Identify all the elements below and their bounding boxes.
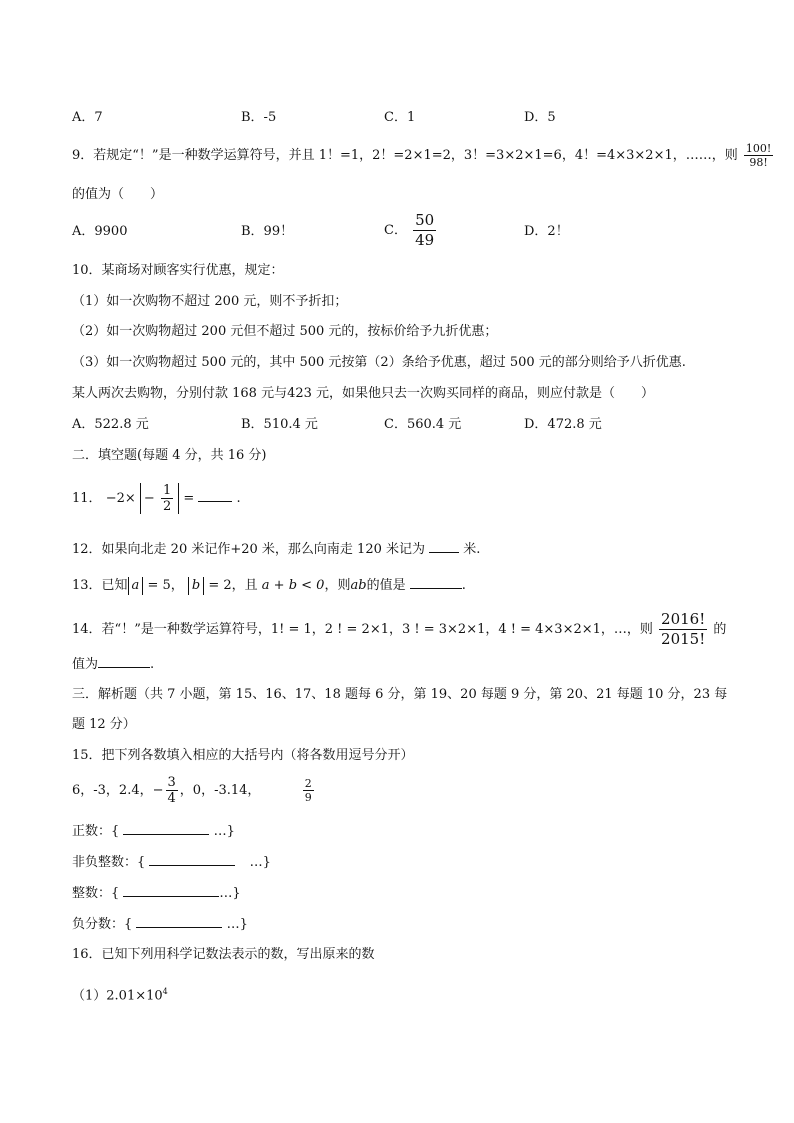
q8-option-b: B．-5	[241, 110, 277, 125]
q15-f1-den: 4	[167, 791, 176, 806]
q13-abs-b	[188, 577, 204, 595]
q11-frac-den: 2	[162, 499, 172, 514]
q9-option-a: A．9900	[72, 224, 128, 239]
q9-option-c	[384, 211, 438, 250]
q11-frac-num: 1	[162, 483, 172, 498]
q14-text: 14．若“！”是一种数学运算符号，1! = 1，2 ! = 2×1，3 ! = 3×2×1，4 ! = 4×3×2×1，…，则	[72, 622, 653, 637]
q15-positive-end: …}	[213, 824, 235, 839]
q14-fraction	[659, 610, 707, 649]
q15-f2-den: 9	[304, 791, 312, 804]
q15-integer-end: …}	[219, 886, 241, 901]
q11	[72, 483, 241, 514]
q13-part-3: = 2，且	[208, 578, 258, 593]
q11-equals: =	[183, 491, 195, 506]
q15-positive-label: 正数：{	[72, 824, 120, 839]
q9-option-b: B．99！	[241, 224, 294, 239]
q10-question: 某人两次去购物，分别付款 168 元与423 元，如果他只去一次购买同样的商品，则应付款是（ ）	[72, 386, 655, 401]
q15-numbers-b: ，0，-3.14，	[179, 783, 261, 798]
section-2-heading: 二．填空题(每题 4 分，共 16 分)	[72, 448, 267, 463]
q9-option-d: D．2！	[524, 224, 569, 239]
q11-inner-sign: −	[143, 491, 155, 506]
q10-option-c: C．560.4 元	[384, 417, 462, 432]
q9-option-c-num: 50	[415, 211, 435, 229]
q15-nonneg-blank	[149, 853, 235, 866]
q15-nonneg-label: 非负整数：{	[72, 855, 146, 870]
q13-part-2: = 5，	[147, 578, 184, 593]
q9-frac-den: 98!	[749, 156, 768, 169]
q10-rule-1: （1）如一次购物不超过 200 元，则不予折扣；	[72, 294, 348, 309]
q10-option-d: D．472.8 元	[524, 417, 602, 432]
q14-frac-den: 2015!	[661, 630, 706, 648]
q9-frac-num: 100!	[745, 142, 772, 155]
q9-fraction	[744, 142, 773, 169]
q15-numbers-a: 6，-3，2.4，−	[72, 783, 164, 798]
q13-condition: a + b < 0	[261, 578, 325, 593]
q13-end: .	[461, 578, 466, 593]
q15-fraction-1	[166, 775, 178, 806]
q14	[72, 610, 726, 649]
q10-option-b: B．510.4 元	[241, 417, 318, 432]
q16-base: 2.01×10	[106, 988, 163, 1004]
q14-line-2	[72, 655, 154, 674]
q15-positive	[72, 822, 235, 841]
q15-neg-fraction	[72, 915, 248, 934]
q14-after: 的	[713, 622, 727, 637]
q15-fraction-2	[303, 777, 314, 804]
section-3-heading: 三．解析题（共 7 小题，第 15、16、17、18 题每 6 分，第 19、20 每题 9 分，第 20、21 每题 10 分，23 每	[72, 687, 728, 702]
q14-end: .	[150, 657, 155, 672]
q15-integer	[72, 884, 241, 903]
q13-part-1: 13．已知	[72, 578, 128, 593]
q15-numbers	[72, 775, 316, 806]
q16-title: 16．已知下列用科学记数法表示的数，写出原来的数	[72, 947, 375, 962]
q13-abs-a	[128, 577, 144, 595]
q16-item-1	[72, 983, 168, 1005]
q15-negfrac-blank	[136, 915, 222, 928]
q14-frac-num: 2016!	[661, 610, 706, 628]
q11-end: .	[236, 491, 241, 506]
q9-text: 9．若规定“！”是一种数学运算符号，并且 1！=1，2！=2×1=2，3！=3×2×1=6，4！=4×3×2×1，……，则	[72, 148, 738, 163]
q11-fraction	[161, 483, 173, 514]
q15-negfrac-end: …}	[226, 917, 248, 932]
q13-var-a: a	[131, 577, 140, 593]
q13-var-b: b	[191, 577, 201, 593]
q15-f1-num: 3	[167, 775, 176, 790]
q13-part-4: ，则	[324, 578, 351, 593]
q16-item-prefix: （1）	[72, 988, 107, 1004]
q15-integer-label: 整数：{	[72, 886, 120, 901]
q10-title: 10．某商场对顾客实行优惠，规定：	[72, 263, 284, 278]
q15-f2-num: 2	[304, 777, 312, 790]
q10-option-a: A．522.8 元	[72, 417, 149, 432]
q13-part-5: 的值是	[366, 578, 406, 593]
q12-answer-blank	[429, 540, 459, 553]
q10-rule-3: （3）如一次购物超过 500 元的，其中 500 元按第（2）条给予优惠，超过 500 元的部分则给予八折优惠.	[72, 355, 686, 370]
q15-title: 15．把下列各数填入相应的大括号内（将各数用逗号分开）	[72, 748, 414, 763]
q8-option-c: C．1	[384, 110, 416, 125]
q8-option-d: D．5	[524, 110, 556, 125]
q11-number: 11．	[72, 491, 102, 506]
q13-answer-blank	[410, 576, 462, 589]
q8-option-a: A．7	[72, 110, 103, 125]
q12-end: 米.	[463, 542, 481, 557]
q9-option-c-prefix: C．	[384, 223, 407, 238]
q13-var-ab: ab	[350, 578, 367, 593]
q12	[72, 540, 480, 559]
q9-stem-2: 的值为（ ）	[72, 187, 164, 202]
q12-text: 12．如果向北走 20 米记作+20 米，那么向南走 120 米记为	[72, 542, 425, 557]
q15-negfrac-label: 负分数：{	[72, 917, 133, 932]
q15-integer-blank	[123, 884, 219, 897]
q9-option-c-fraction	[413, 211, 436, 250]
q16-exponent: 4	[162, 987, 168, 996]
q11-answer-blank	[198, 489, 232, 502]
section-3-heading-2: 题 12 分）	[72, 717, 136, 732]
q13	[72, 576, 466, 595]
q15-positive-blank	[123, 822, 209, 835]
q11-expr: −2×	[105, 491, 136, 506]
q14-line-2-text: 值为	[72, 657, 99, 672]
q14-answer-blank	[98, 655, 150, 668]
q11-abs-value	[140, 483, 179, 514]
q9-stem	[72, 142, 775, 169]
q10-rule-2: （2）如一次购物超过 200 元但不超过 500 元的，按标价给予九折优惠；	[72, 324, 498, 339]
q15-nonneg-end: …}	[249, 855, 271, 870]
q15-nonneg-int	[72, 853, 271, 872]
q9-option-c-den: 49	[415, 231, 435, 249]
